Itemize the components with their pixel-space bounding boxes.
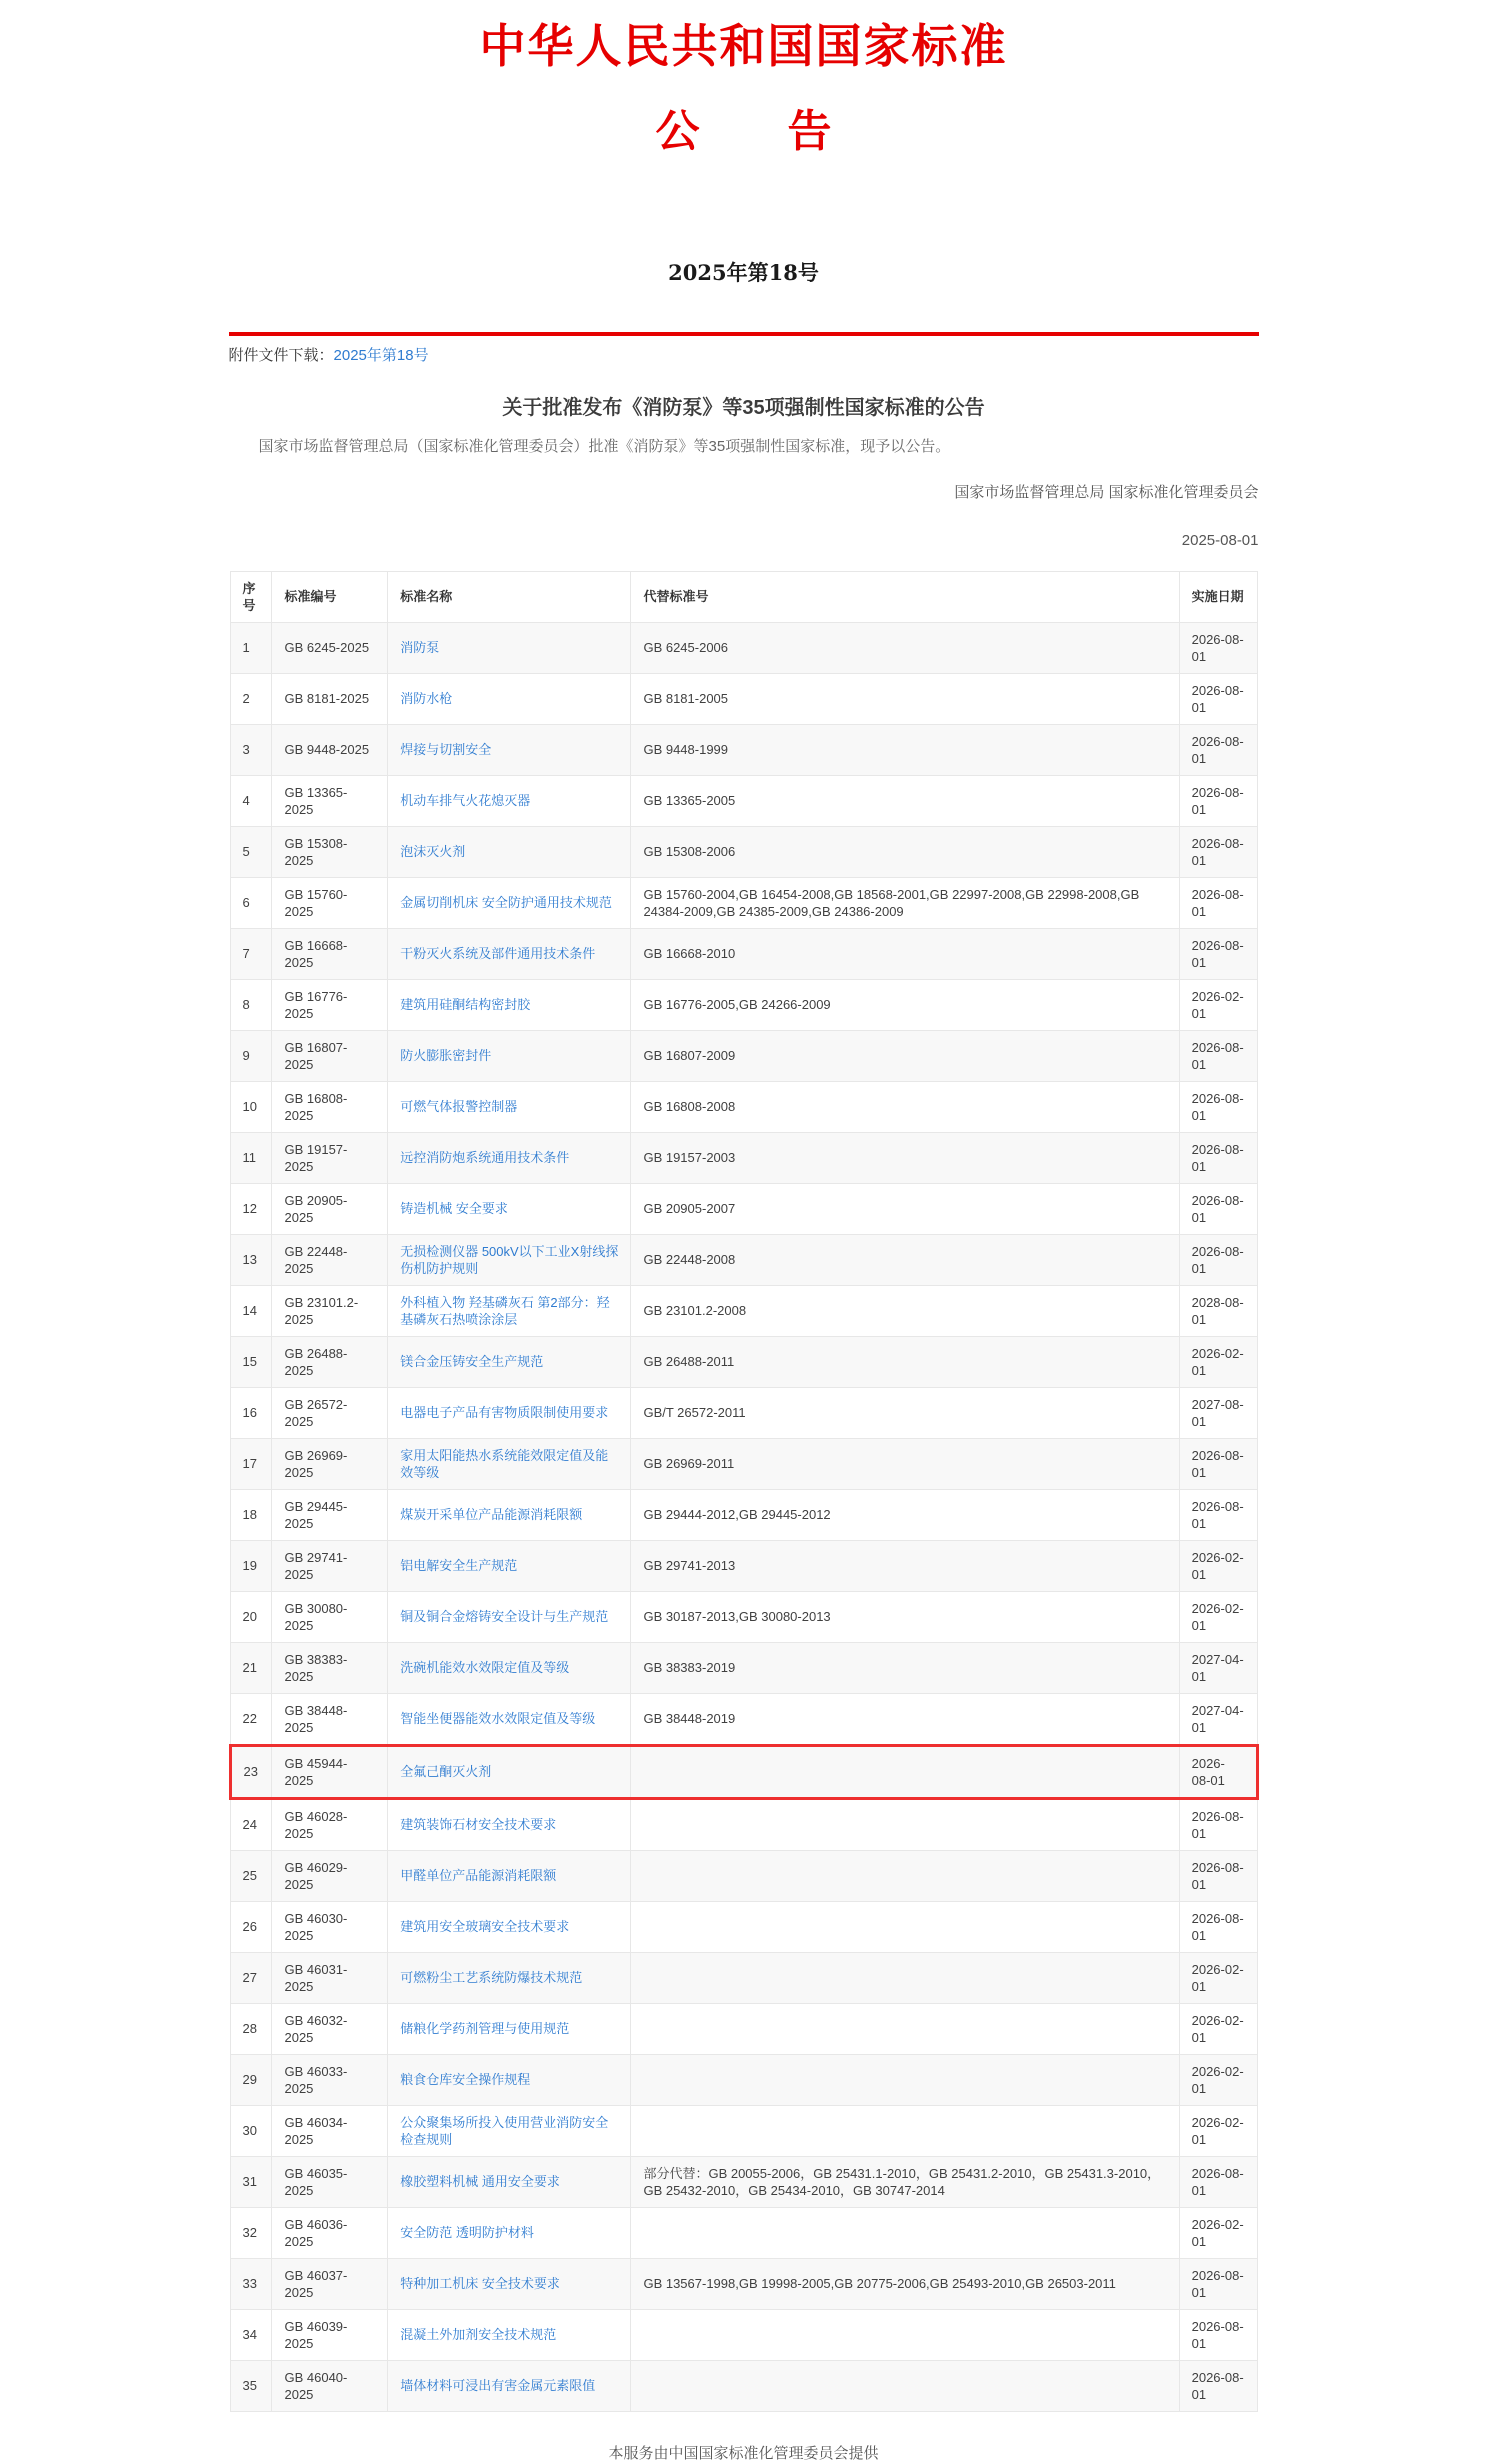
cell-replaces: GB 15308-2006	[631, 826, 1179, 877]
cell-name[interactable]	[388, 826, 631, 877]
standard-name-link[interactable]: 特种加工机床 安全技术要求	[400, 2276, 560, 2292]
standard-name-link[interactable]: 消防泵	[400, 640, 440, 656]
cell-seq: 4	[230, 775, 272, 826]
table-row	[230, 1030, 1257, 1081]
cell-seq: 2	[230, 673, 272, 724]
cell-name[interactable]	[388, 2360, 631, 2411]
cell-code: GB 46030-2025	[272, 1901, 388, 1952]
cell-name[interactable]	[388, 1489, 631, 1540]
cell-code: GB 46040-2025	[272, 2360, 388, 2411]
standard-name-link[interactable]: 公众聚集场所投入使用营业消防安全检查规则	[400, 2114, 609, 2147]
standard-name-link[interactable]: 智能坐便器能效水效限定值及等级	[400, 1711, 596, 1727]
standard-name-link[interactable]: 建筑用安全玻璃安全技术要求	[400, 1919, 570, 1935]
cell-replaces: GB 16808-2008	[631, 1081, 1179, 1132]
column-header-2: 标准名称	[388, 571, 631, 622]
standard-name-link[interactable]: 可燃粉尘工艺系统防爆技术规范	[400, 1970, 583, 1986]
cell-effective: 2026-08-01	[1179, 2360, 1257, 2411]
table-row	[230, 1591, 1257, 1642]
cell-replaces: GB 30187-2013,GB 30080-2013	[631, 1591, 1179, 1642]
cell-seq: 14	[230, 1285, 272, 1336]
column-header-1: 标准编号	[272, 571, 388, 622]
table-row	[230, 1901, 1257, 1952]
cell-replaces: GB 20905-2007	[631, 1183, 1179, 1234]
standard-name-link[interactable]: 建筑用硅酮结构密封胶	[400, 997, 531, 1013]
cell-name[interactable]	[388, 2156, 631, 2207]
cell-seq: 18	[230, 1489, 272, 1540]
cell-seq: 3	[230, 724, 272, 775]
cell-effective: 2026-08-01	[1179, 1132, 1257, 1183]
cell-replaces	[631, 1850, 1179, 1901]
cell-effective: 2026-08-01	[1179, 826, 1257, 877]
table-row	[230, 1081, 1257, 1132]
cell-code: GB 45944-2025	[272, 1745, 388, 1798]
standard-name-link[interactable]: 泡沫灭火剂	[400, 844, 466, 860]
table-row	[230, 1285, 1257, 1336]
cell-code: GB 16807-2025	[272, 1030, 388, 1081]
cell-effective: 2026-08-01	[1179, 1489, 1257, 1540]
cell-replaces: 部分代替：GB 20055-2006，GB 25431.1-2010，GB 25431.2-2010，GB 25431.3-2010，GB 25432-2010，GB 25434-2010，GB 30747-2014	[631, 2156, 1179, 2207]
cell-effective: 2027-04-01	[1179, 1642, 1257, 1693]
cell-code: GB 26572-2025	[272, 1387, 388, 1438]
cell-seq: 8	[230, 979, 272, 1030]
cell-replaces: GB 19157-2003	[631, 1132, 1179, 1183]
table-row	[230, 2054, 1257, 2105]
cell-effective: 2026-02-01	[1179, 979, 1257, 1030]
cell-name[interactable]	[388, 1030, 631, 1081]
cell-code: GB 23101.2-2025	[272, 1285, 388, 1336]
table-row	[230, 1540, 1257, 1591]
cell-code: GB 46039-2025	[272, 2309, 388, 2360]
cell-seq: 26	[230, 1901, 272, 1952]
standard-name-link[interactable]: 煤炭开采单位产品能源消耗限额	[400, 1507, 583, 1523]
cell-seq: 22	[230, 1693, 272, 1745]
cell-seq: 31	[230, 2156, 272, 2207]
cell-replaces	[631, 1901, 1179, 1952]
cell-replaces: GB 15760-2004,GB 16454-2008,GB 18568-2001,GB 22997-2008,GB 22998-2008,GB 24384-2009,GB 24385-2009,GB 24386-2009	[631, 877, 1179, 928]
cell-name[interactable]	[388, 1285, 631, 1336]
table-row	[230, 1850, 1257, 1901]
cell-seq: 9	[230, 1030, 272, 1081]
cell-code: GB 46035-2025	[272, 2156, 388, 2207]
cell-code: GB 20905-2025	[272, 1183, 388, 1234]
cell-seq: 10	[230, 1081, 272, 1132]
cell-replaces: GB 26488-2011	[631, 1336, 1179, 1387]
cell-name[interactable]	[388, 979, 631, 1030]
cell-seq: 13	[230, 1234, 272, 1285]
cell-name[interactable]	[388, 1642, 631, 1693]
cell-name[interactable]	[388, 1798, 631, 1850]
cell-seq: 12	[230, 1183, 272, 1234]
cell-name[interactable]	[388, 2309, 631, 2360]
cell-effective: 2026-08-01	[1179, 622, 1257, 673]
cell-replaces: GB 29741-2013	[631, 1540, 1179, 1591]
document-title: 中华人民共和国国家标准	[479, 19, 1008, 73]
cell-code: GB 46036-2025	[272, 2207, 388, 2258]
standard-name-link[interactable]: 无损检测仪器 500kV以下工业X射线探伤机防护规则	[400, 1243, 619, 1276]
cell-replaces	[631, 2207, 1179, 2258]
issuing-authority: 国家市场监督管理总局 国家标准化管理委员会	[954, 483, 1259, 501]
cell-effective: 2026-08-01	[1179, 1850, 1257, 1901]
table-row	[230, 1642, 1257, 1693]
standard-name-link[interactable]: 防火膨胀密封件	[400, 1048, 492, 1064]
standards-table-body	[230, 622, 1257, 2411]
table-row	[230, 1132, 1257, 1183]
page-content	[229, 0, 1259, 2463]
table-row	[230, 979, 1257, 1030]
cell-code: GB 38448-2025	[272, 1693, 388, 1745]
cell-name[interactable]	[388, 1234, 631, 1285]
cell-code: GB 46037-2025	[272, 2258, 388, 2309]
table-row	[230, 2207, 1257, 2258]
standard-name-link[interactable]: 镁合金压铸安全生产规范	[400, 1354, 544, 1370]
cell-replaces: GB/T 26572-2011	[631, 1387, 1179, 1438]
cell-seq: 33	[230, 2258, 272, 2309]
cell-replaces: GB 9448-1999	[631, 724, 1179, 775]
cell-seq: 20	[230, 1591, 272, 1642]
cell-name[interactable]	[388, 1591, 631, 1642]
cell-replaces: GB 13365-2005	[631, 775, 1179, 826]
cell-replaces: GB 38448-2019	[631, 1693, 1179, 1745]
cell-effective: 2026-08-01	[1179, 1745, 1257, 1798]
cell-name[interactable]	[388, 2054, 631, 2105]
cell-name[interactable]	[388, 1901, 631, 1952]
table-row	[230, 1745, 1257, 1798]
cell-code: GB 38383-2025	[272, 1642, 388, 1693]
table-row	[230, 673, 1257, 724]
table-row	[230, 1438, 1257, 1489]
attachment-line	[229, 344, 1259, 365]
table-row	[230, 1952, 1257, 2003]
cell-effective: 2026-08-01	[1179, 2156, 1257, 2207]
cell-replaces: GB 16776-2005,GB 24266-2009	[631, 979, 1179, 1030]
cell-code: GB 19157-2025	[272, 1132, 388, 1183]
cell-name[interactable]	[388, 1081, 631, 1132]
column-header-0: 序号	[230, 571, 272, 622]
cell-seq: 15	[230, 1336, 272, 1387]
cell-seq: 5	[230, 826, 272, 877]
cell-code: GB 26488-2025	[272, 1336, 388, 1387]
cell-code: GB 15760-2025	[272, 877, 388, 928]
cell-replaces	[631, 1745, 1179, 1798]
cell-replaces: GB 38383-2019	[631, 1642, 1179, 1693]
cell-code: GB 16808-2025	[272, 1081, 388, 1132]
cell-seq: 27	[230, 1952, 272, 2003]
cell-name[interactable]	[388, 1132, 631, 1183]
standard-name-link[interactable]: 洗碗机能效水效限定值及等级	[400, 1660, 570, 1676]
cell-name[interactable]	[388, 2258, 631, 2309]
cell-effective: 2026-08-01	[1179, 2309, 1257, 2360]
cell-code: GB 46028-2025	[272, 1798, 388, 1850]
standard-name-link[interactable]: 消防水枪	[400, 691, 453, 707]
cell-name[interactable]	[388, 1438, 631, 1489]
table-row	[230, 724, 1257, 775]
standard-name-link[interactable]: 建筑装饰石材安全技术要求	[400, 1817, 557, 1833]
table-row	[230, 2360, 1257, 2411]
cell-seq: 6	[230, 877, 272, 928]
standard-name-link[interactable]: 干粉灭火系统及部件通用技术条件	[400, 946, 596, 962]
cell-seq: 21	[230, 1642, 272, 1693]
table-row	[230, 775, 1257, 826]
cell-replaces	[631, 2309, 1179, 2360]
table-row	[230, 826, 1257, 877]
cell-code: GB 13365-2025	[272, 775, 388, 826]
cell-name[interactable]	[388, 1183, 631, 1234]
table-row	[230, 622, 1257, 673]
cell-effective: 2026-02-01	[1179, 2003, 1257, 2054]
cell-name[interactable]	[388, 775, 631, 826]
cell-seq: 11	[230, 1132, 272, 1183]
standard-name-link[interactable]: 电器电子产品有害物质限制使用要求	[400, 1405, 609, 1421]
column-header-4: 实施日期	[1179, 571, 1257, 622]
column-header-3: 代替标准号	[631, 571, 1179, 622]
cell-code: GB 30080-2025	[272, 1591, 388, 1642]
standard-name-link[interactable]: 储粮化学药剂管理与使用规范	[400, 2021, 570, 2037]
cell-replaces: GB 16668-2010	[631, 928, 1179, 979]
cell-seq: 35	[230, 2360, 272, 2411]
cell-code: GB 8181-2025	[272, 673, 388, 724]
cell-seq: 23	[230, 1745, 272, 1798]
issue-number: 2025年第18号	[668, 260, 819, 286]
cell-replaces: GB 26969-2011	[631, 1438, 1179, 1489]
cell-effective: 2026-08-01	[1179, 1798, 1257, 1850]
standard-name-link[interactable]: 铜及铜合金熔铸安全设计与生产规范	[400, 1609, 609, 1625]
cell-name[interactable]	[388, 1693, 631, 1745]
cell-name[interactable]	[388, 1745, 631, 1798]
cell-effective: 2026-08-01	[1179, 1901, 1257, 1952]
cell-code: GB 16668-2025	[272, 928, 388, 979]
document-subtitle: 公 告	[655, 105, 832, 157]
table-row	[230, 1798, 1257, 1850]
cell-replaces: GB 29444-2012,GB 29445-2012	[631, 1489, 1179, 1540]
standards-table	[229, 571, 1259, 2412]
table-row	[230, 1336, 1257, 1387]
standard-name-link[interactable]: 焊接与切割安全	[400, 742, 492, 758]
standard-name-link[interactable]: 混凝土外加剂安全技术规范	[400, 2327, 557, 2343]
cell-effective: 2026-08-01	[1179, 1081, 1257, 1132]
footer-note: 本服务由中国国家标准化管理委员会提供	[608, 2444, 879, 2462]
cell-name[interactable]	[388, 1850, 631, 1901]
cell-replaces	[631, 2054, 1179, 2105]
table-row	[230, 2105, 1257, 2156]
cell-code: GB 29741-2025	[272, 1540, 388, 1591]
cell-replaces: GB 22448-2008	[631, 1234, 1179, 1285]
cell-name[interactable]	[388, 2105, 631, 2156]
cell-name[interactable]	[388, 1387, 631, 1438]
cell-code: GB 46034-2025	[272, 2105, 388, 2156]
cell-effective: 2026-02-01	[1179, 2105, 1257, 2156]
cell-seq: 34	[230, 2309, 272, 2360]
cell-effective: 2026-08-01	[1179, 1438, 1257, 1489]
cell-replaces: GB 23101.2-2008	[631, 1285, 1179, 1336]
attachment-label: 附件文件下载：	[228, 347, 334, 365]
table-row	[230, 928, 1257, 979]
cell-seq: 30	[230, 2105, 272, 2156]
cell-effective: 2026-02-01	[1179, 1336, 1257, 1387]
cell-code: GB 9448-2025	[272, 724, 388, 775]
cell-replaces	[631, 2360, 1179, 2411]
table-row	[230, 2156, 1257, 2207]
cell-seq: 19	[230, 1540, 272, 1591]
standard-name-link[interactable]: 可燃气体报警控制器	[400, 1099, 518, 1115]
table-row	[230, 1387, 1257, 1438]
cell-name[interactable]	[388, 622, 631, 673]
standard-name-link[interactable]: 金属切削机床 安全防护通用技术规范	[400, 895, 612, 911]
cell-effective: 2026-08-01	[1179, 2258, 1257, 2309]
cell-name[interactable]	[388, 1540, 631, 1591]
cell-code: GB 46033-2025	[272, 2054, 388, 2105]
cell-replaces: GB 16807-2009	[631, 1030, 1179, 1081]
cell-code: GB 16776-2025	[272, 979, 388, 1030]
cell-name[interactable]	[388, 2003, 631, 2054]
table-header-row	[230, 571, 1257, 622]
table-row	[230, 2003, 1257, 2054]
cell-seq: 24	[230, 1798, 272, 1850]
cell-effective: 2026-02-01	[1179, 1591, 1257, 1642]
standard-name-link[interactable]: 橡胶塑料机械 通用安全要求	[400, 2174, 560, 2190]
attachment-download-link[interactable]: 2025年第18号	[333, 347, 429, 365]
announcement-body: 国家市场监督管理总局（国家标准化管理委员会）批准《消防泵》等35项强制性国家标准，现予以公告。	[258, 438, 951, 456]
cell-effective: 2026-02-01	[1179, 1540, 1257, 1591]
table-row	[230, 1693, 1257, 1745]
cell-effective: 2026-08-01	[1179, 877, 1257, 928]
cell-effective: 2026-08-01	[1179, 1183, 1257, 1234]
cell-effective: 2026-02-01	[1179, 2207, 1257, 2258]
cell-code: GB 46031-2025	[272, 1952, 388, 2003]
cell-effective: 2026-08-01	[1179, 1030, 1257, 1081]
cell-replaces	[631, 1952, 1179, 2003]
cell-seq: 7	[230, 928, 272, 979]
standard-name-link[interactable]: 墙体材料可浸出有害金属元素限值	[400, 2378, 596, 2394]
table-row	[230, 2309, 1257, 2360]
table-row	[230, 2258, 1257, 2309]
cell-effective: 2026-02-01	[1179, 2054, 1257, 2105]
cell-effective: 2026-08-01	[1179, 724, 1257, 775]
standard-name-link[interactable]: 机动车排气火花熄灭器	[400, 793, 531, 809]
standard-name-link[interactable]: 远控消防炮系统通用技术条件	[400, 1150, 570, 1166]
cell-code: GB 6245-2025	[272, 622, 388, 673]
cell-effective: 2026-08-01	[1179, 1234, 1257, 1285]
cell-seq: 32	[230, 2207, 272, 2258]
standard-name-link[interactable]: 甲醛单位产品能源消耗限额	[400, 1868, 557, 1884]
cell-effective: 2027-08-01	[1179, 1387, 1257, 1438]
cell-effective: 2027-04-01	[1179, 1693, 1257, 1745]
cell-seq: 29	[230, 2054, 272, 2105]
cell-replaces	[631, 1798, 1179, 1850]
publish-date: 2025-08-01	[1181, 531, 1259, 549]
cell-code: GB 26969-2025	[272, 1438, 388, 1489]
announcement-title: 关于批准发布《消防泵》等35项强制性国家标准的公告	[502, 397, 985, 420]
cell-effective: 2028-08-01	[1179, 1285, 1257, 1336]
cell-code: GB 15308-2025	[272, 826, 388, 877]
cell-seq: 25	[230, 1850, 272, 1901]
standard-name-link[interactable]: 全氟己酮灭火剂	[400, 1764, 492, 1780]
cell-seq: 1	[230, 622, 272, 673]
cell-name[interactable]	[388, 724, 631, 775]
cell-code: GB 46029-2025	[272, 1850, 388, 1901]
cell-name[interactable]	[388, 2207, 631, 2258]
cell-code: GB 22448-2025	[272, 1234, 388, 1285]
table-row	[230, 1489, 1257, 1540]
cell-name[interactable]	[388, 1336, 631, 1387]
cell-name[interactable]	[388, 928, 631, 979]
cell-seq: 28	[230, 2003, 272, 2054]
standard-name-link[interactable]: 铝电解安全生产规范	[400, 1558, 518, 1574]
cell-effective: 2026-08-01	[1179, 775, 1257, 826]
cell-replaces: GB 13567-1998,GB 19998-2005,GB 20775-2006,GB 25493-2010,GB 26503-2011	[631, 2258, 1179, 2309]
cell-replaces: GB 6245-2006	[631, 622, 1179, 673]
cell-code: GB 29445-2025	[272, 1489, 388, 1540]
cell-name[interactable]	[388, 877, 631, 928]
cell-replaces	[631, 2003, 1179, 2054]
standard-name-link[interactable]: 铸造机械 安全要求	[400, 1201, 508, 1217]
standard-name-link[interactable]: 家用太阳能热水系统能效限定值及能效等级	[400, 1447, 609, 1480]
table-row	[230, 1234, 1257, 1285]
cell-effective: 2026-08-01	[1179, 928, 1257, 979]
table-row	[230, 877, 1257, 928]
cell-effective: 2026-02-01	[1179, 1952, 1257, 2003]
cell-replaces	[631, 2105, 1179, 2156]
standard-name-link[interactable]: 外科植入物 羟基磷灰石 第2部分：羟基磷灰石热喷涂涂层	[400, 1294, 610, 1327]
cell-name[interactable]	[388, 673, 631, 724]
cell-effective: 2026-08-01	[1179, 673, 1257, 724]
cell-seq: 16	[230, 1387, 272, 1438]
cell-replaces: GB 8181-2005	[631, 673, 1179, 724]
cell-name[interactable]	[388, 1952, 631, 2003]
table-row	[230, 1183, 1257, 1234]
standard-name-link[interactable]: 安全防范 透明防护材料	[400, 2225, 534, 2241]
cell-code: GB 46032-2025	[272, 2003, 388, 2054]
cell-seq: 17	[230, 1438, 272, 1489]
standard-name-link[interactable]: 粮食仓库安全操作规程	[400, 2072, 531, 2088]
red-divider	[229, 332, 1259, 336]
